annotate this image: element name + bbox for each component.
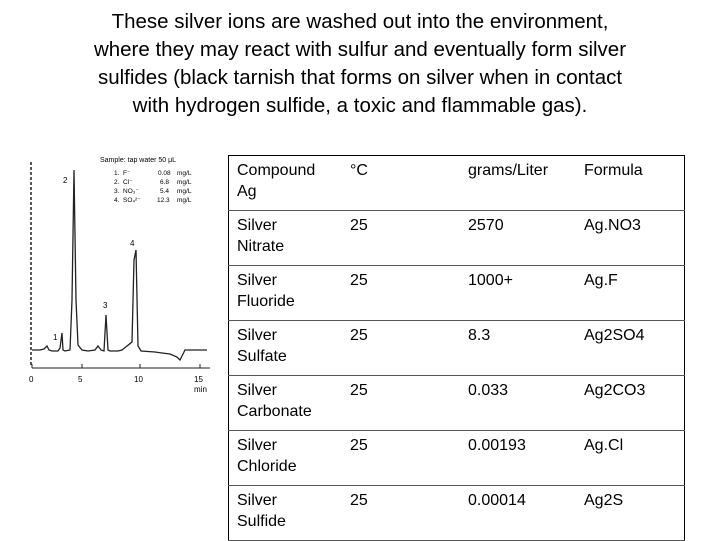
x-unit-label: min bbox=[194, 385, 207, 394]
temperature-cell: 25 bbox=[342, 266, 460, 321]
svg-text:5.4: 5.4 bbox=[160, 188, 170, 195]
solubility-cell: 0.033 bbox=[460, 376, 576, 431]
header-grams-per-liter: grams/Liter bbox=[460, 156, 576, 211]
x-tick-label: 10 bbox=[134, 375, 143, 384]
compound-cell: Silver Sulfide bbox=[229, 486, 343, 541]
svg-text:mg/L: mg/L bbox=[177, 179, 192, 186]
svg-text:Cl⁻: Cl⁻ bbox=[123, 179, 133, 186]
svg-text:6.8: 6.8 bbox=[160, 179, 170, 186]
table-row bbox=[229, 486, 685, 541]
temperature-cell: 25 bbox=[342, 486, 460, 541]
table-row bbox=[229, 376, 685, 431]
formula-cell: Ag2S bbox=[576, 486, 685, 541]
x-tick-label: 0 bbox=[29, 375, 34, 384]
compound-cell: Silver Sulfate bbox=[229, 321, 343, 376]
compound-cell: Silver Chloride bbox=[229, 431, 343, 486]
svg-text:1.: 1. bbox=[114, 170, 120, 177]
table-row bbox=[229, 211, 685, 266]
solubility-cell: 0.00193 bbox=[460, 431, 576, 486]
heading-line: These silver ions are washed out into the environment, bbox=[111, 10, 609, 33]
svg-text:0.08: 0.08 bbox=[158, 170, 171, 177]
svg-text:4.: 4. bbox=[114, 197, 120, 204]
silver-solubility-table bbox=[228, 155, 685, 541]
peak-label: 1 bbox=[53, 333, 58, 342]
temperature-cell: 25 bbox=[342, 376, 460, 431]
temperature-cell: 25 bbox=[342, 321, 460, 376]
table-header-row bbox=[229, 156, 685, 211]
peak-label: 2 bbox=[63, 176, 68, 185]
header-formula: Formula bbox=[576, 156, 685, 211]
svg-text:12.3: 12.3 bbox=[157, 197, 170, 204]
compound-cell: Silver Carbonate bbox=[229, 376, 343, 431]
x-ticks bbox=[32, 364, 200, 368]
formula-cell: Ag2SO4 bbox=[576, 321, 685, 376]
solubility-cell: 8.3 bbox=[460, 321, 576, 376]
svg-text:mg/L: mg/L bbox=[177, 170, 192, 177]
solubility-cell: 0.00014 bbox=[460, 486, 576, 541]
heading-line: sulfides (black tarnish that forms on silver when in contact bbox=[97, 66, 623, 89]
svg-text:NO₃⁻: NO₃⁻ bbox=[123, 188, 139, 195]
svg-text:2.: 2. bbox=[114, 179, 120, 186]
solubility-cell: 2570 bbox=[460, 211, 576, 266]
peak-label: 3 bbox=[103, 301, 108, 310]
solubility-cell: 1000+ bbox=[460, 266, 576, 321]
slide-heading bbox=[20, 8, 700, 120]
header-compound: Compound Ag bbox=[229, 156, 343, 211]
svg-text:F⁻: F⁻ bbox=[123, 170, 131, 177]
compound-cell: Silver Fluoride bbox=[229, 266, 343, 321]
legend bbox=[114, 170, 192, 204]
peak-label: 4 bbox=[130, 239, 135, 248]
temperature-cell: 25 bbox=[342, 431, 460, 486]
svg-text:SO₄²⁻: SO₄²⁻ bbox=[123, 197, 141, 204]
svg-text:mg/L: mg/L bbox=[177, 188, 192, 195]
heading-line: where they may react with sulfur and eventually form silver bbox=[93, 38, 627, 61]
svg-text:mg/L: mg/L bbox=[177, 197, 192, 204]
table-row bbox=[229, 431, 685, 486]
header-temperature: °C bbox=[342, 156, 460, 211]
table-row bbox=[229, 266, 685, 321]
sample-label: Sample: tap water 50 μL bbox=[100, 157, 177, 164]
heading-line: with hydrogen sulfide, a toxic and flammable gas). bbox=[132, 94, 588, 117]
formula-cell: Ag2CO3 bbox=[576, 376, 685, 431]
x-tick-label: 5 bbox=[78, 375, 83, 384]
table-row bbox=[229, 321, 685, 376]
chromatogram-image bbox=[10, 150, 220, 400]
formula-cell: Ag.F bbox=[576, 266, 685, 321]
compound-cell: Silver Nitrate bbox=[229, 211, 343, 266]
svg-text:3.: 3. bbox=[114, 188, 120, 195]
x-tick-label: 15 bbox=[194, 375, 203, 384]
formula-cell: Ag.NO3 bbox=[576, 211, 685, 266]
temperature-cell: 25 bbox=[342, 211, 460, 266]
formula-cell: Ag.Cl bbox=[576, 431, 685, 486]
